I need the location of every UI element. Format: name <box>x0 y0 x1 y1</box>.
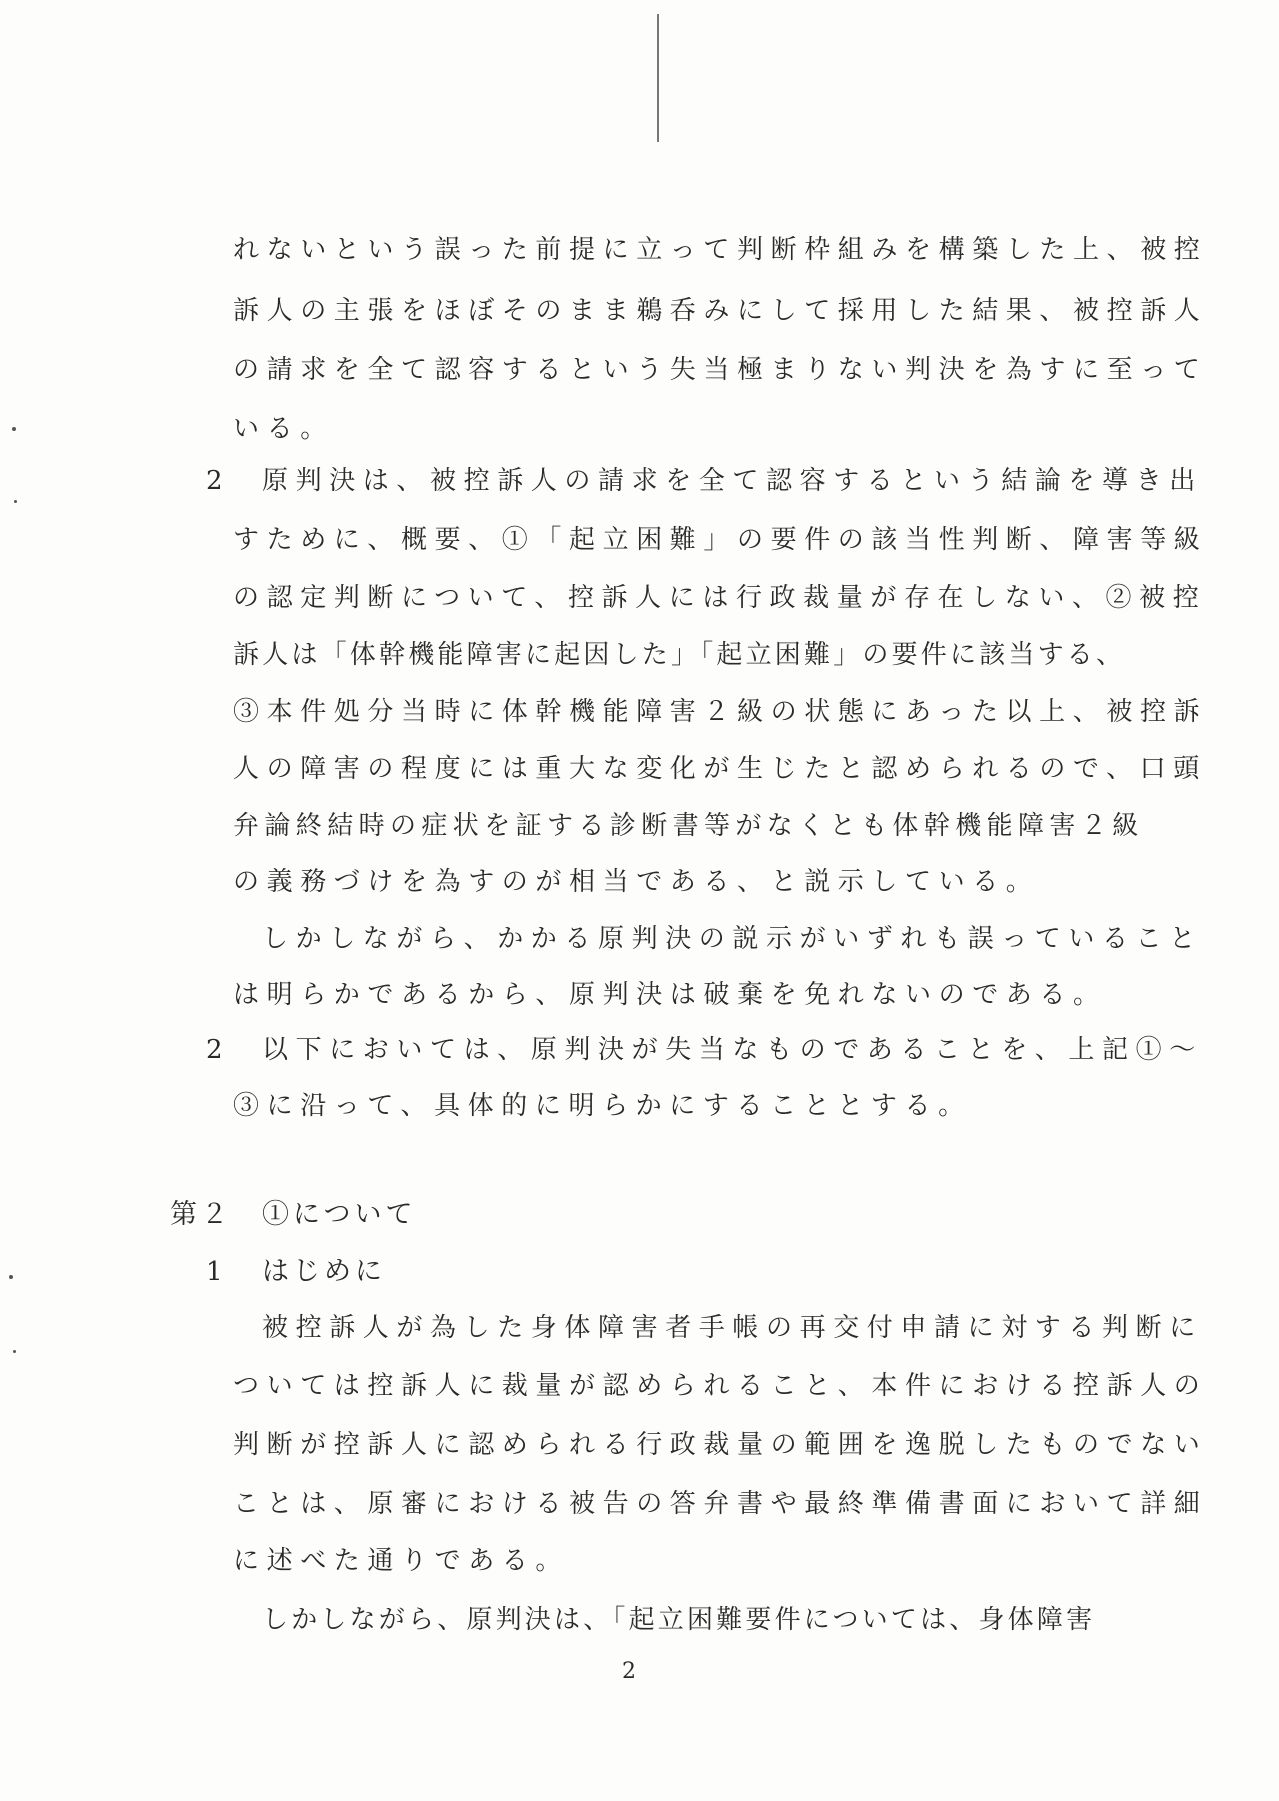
binding-line <box>657 14 659 142</box>
item2-line-3: の認定判断について、控訴人には行政裁量が存在しない、②被控 <box>233 583 1207 613</box>
sub1-line-5: に述べた通りである。 <box>233 1546 570 1576</box>
para1-line-4: いる。 <box>233 414 334 444</box>
item2-line-1: 原判決は、被控訴人の請求を全て認容するという結論を導き出 <box>262 466 1203 496</box>
page-number: 2 <box>622 1659 636 1684</box>
sub1-line-1: 被控訴人が為した身体障害者手帳の再交付申請に対する判断に <box>262 1313 1203 1343</box>
item2-line-7: 弁論終結時の症状を証する診断書等がなくとも体幹機能障害２級 <box>233 811 1144 841</box>
sub1-title: はじめに <box>262 1256 386 1287</box>
sub1-line-3: 判断が控訴人に認められる行政裁量の範囲を逸脱したものでない <box>233 1430 1208 1460</box>
item2-line-6: 人の障害の程度には重大な変化が生じたと認められるので、口頭 <box>233 754 1207 784</box>
para1-line-3: の請求を全て認容するという失当極まりない判決を為すに至って <box>233 355 1208 385</box>
scan-speck <box>12 427 16 431</box>
item2b-number: 2 <box>206 1035 223 1065</box>
sub1-line-2: ついては控訴人に裁量が認められること、本件における控訴人の <box>233 1371 1208 1401</box>
item2-line-2: すために、概要、①「起立困難」の要件の該当性判断、障害等級 <box>233 525 1208 555</box>
para1-line-1: れないという誤った前提に立って判断枠組みを構築した上、被控 <box>233 235 1208 265</box>
item2-number: 2 <box>206 466 223 496</box>
item2-cont-line-1: しかしながら、かかる原判決の説示がいずれも誤っていること <box>262 924 1203 954</box>
item2b-line-2: ③に沿って、具体的に明らかにすることとする。 <box>233 1091 972 1121</box>
sub1-number: 1 <box>206 1257 223 1287</box>
item2-line-5: ③本件処分当時に体幹機能障害２級の状態にあった以上、被控訴 <box>233 697 1208 727</box>
section-title: ①について <box>262 1199 417 1230</box>
scan-speck <box>13 1350 16 1353</box>
sub1-line-6: しかしながら、原判決は、「起立困難要件については、身体障害 <box>262 1605 1096 1635</box>
section-label: 第２ <box>170 1199 232 1230</box>
item2-line-4: 訴人は「体幹機能障害に起因した」「起立困難」の要件に該当する、 <box>233 640 1126 670</box>
para1-line-2: 訴人の主張をほぼそのまま鵜呑みにして採用した結果、被控訴人 <box>233 296 1208 326</box>
item2-cont-line-2: は明らかであるから、原判決は破棄を免れないのである。 <box>233 980 1107 1010</box>
scan-speck <box>9 1275 13 1279</box>
item2-line-8: の義務づけを為すのが相当である、と説示している。 <box>233 867 1040 897</box>
sub1-line-4: ことは、原審における被告の答弁書や最終準備書面において詳細 <box>233 1489 1208 1519</box>
item2b-line-1: 以下においては、原判決が失当なものであることを、上記①～ <box>262 1035 1203 1065</box>
scan-speck <box>14 500 17 503</box>
